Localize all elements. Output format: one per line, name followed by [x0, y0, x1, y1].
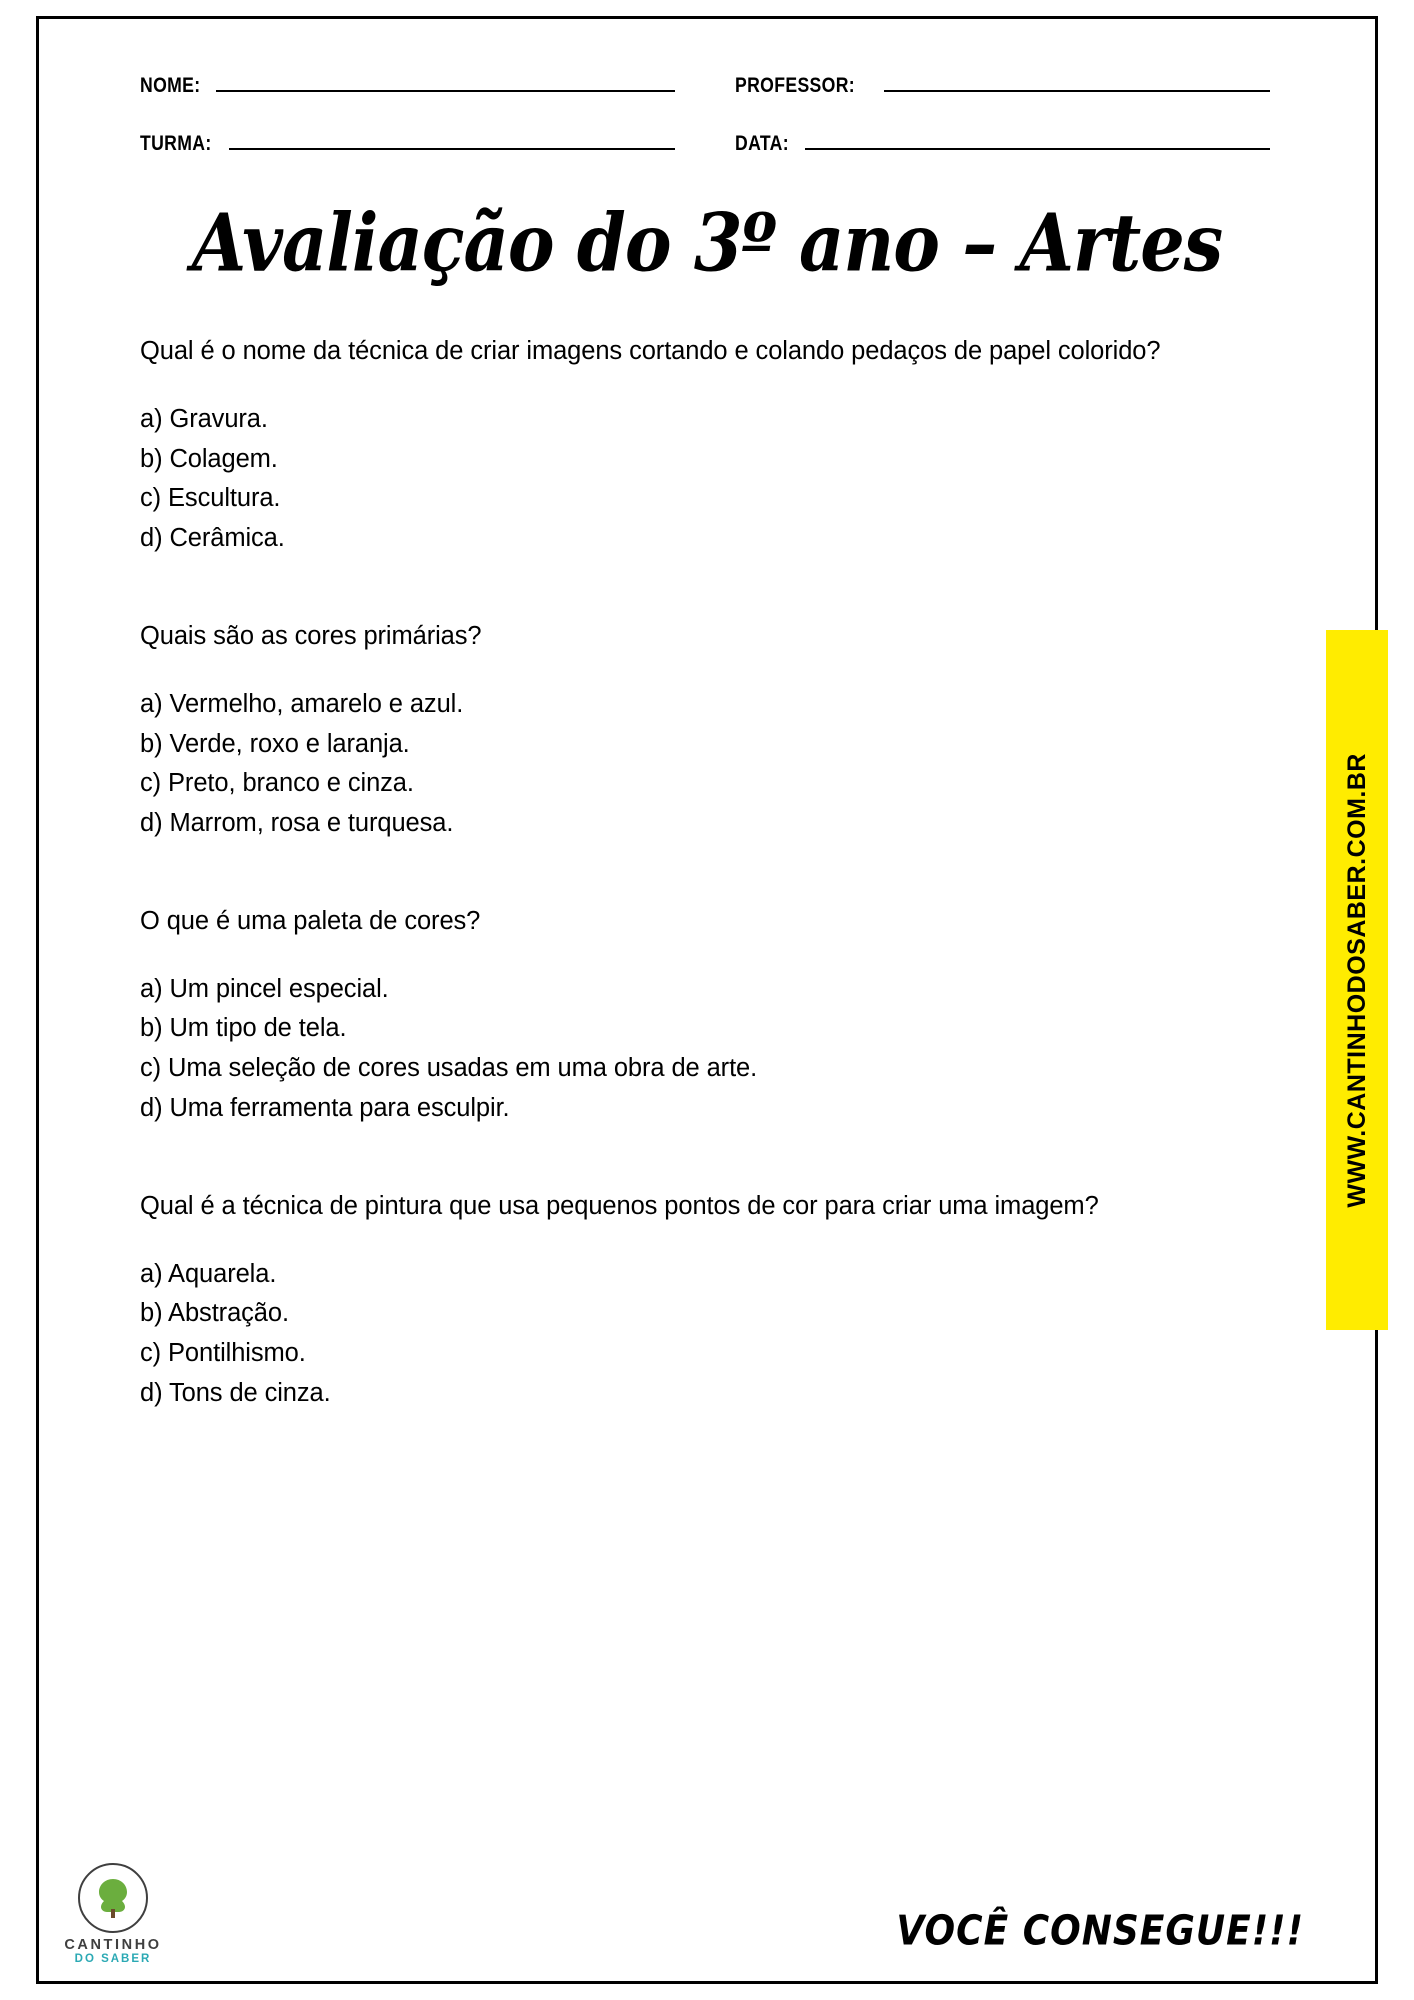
student-info-header: [140, 66, 1270, 182]
turma-field[interactable]: [140, 124, 675, 156]
data-input-line[interactable]: [805, 124, 1270, 150]
logo-subtitle: DO SABER: [74, 1953, 152, 1966]
site-logo[interactable]: [18, 1856, 208, 1974]
question-prompt: O que é uma paleta de cores?: [140, 906, 481, 935]
option-a[interactable]: a) Vermelho, amarelo e azul.: [140, 689, 464, 718]
website-url-text: WWW.CANTINHODOSABER.COM.BR: [1342, 752, 1371, 1208]
motivation-text: VOCÊ CONSEGUE!!!: [896, 1907, 1304, 1956]
header-row-2: [140, 124, 1270, 156]
option-c[interactable]: c) Preto, branco e cinza.: [140, 769, 414, 798]
options-list: [140, 1255, 1280, 1414]
logo-name: CANTINHO: [64, 1936, 162, 1953]
question-prompt: Qual é a técnica de pintura que usa pequenos pontos de cor para criar uma imagem?: [140, 1191, 1099, 1220]
page-title: Avaliação do 3º ano – Artes: [191, 195, 1223, 290]
question-prompt: Qual é o nome da técnica de criar imagens cortando e colando pedaços de papel colorido?: [140, 337, 1161, 365]
question-prompt: Quais são as cores primárias?: [140, 621, 482, 650]
option-b[interactable]: b) Verde, roxo e laranja.: [140, 729, 410, 758]
nome-label: NOME:: [140, 74, 201, 97]
website-banner[interactable]: [1326, 630, 1388, 1330]
option-c[interactable]: c) Uma seleção de cores usadas em uma obra de arte.: [140, 1054, 758, 1083]
question-block-4: [140, 1185, 1280, 1414]
option-a[interactable]: a) Gravura.: [140, 404, 268, 433]
header-row-1: [140, 66, 1270, 98]
question-block-2: [140, 615, 1280, 844]
options-list: [140, 685, 1280, 844]
option-b[interactable]: b) Abstração.: [140, 1299, 289, 1328]
option-c[interactable]: c) Pontilhismo.: [140, 1339, 306, 1368]
question-block-1: [140, 330, 1280, 559]
option-b[interactable]: b) Colagem.: [140, 444, 278, 473]
option-d[interactable]: d) Uma ferramenta para esculpir.: [140, 1094, 510, 1122]
professor-input-line[interactable]: [884, 66, 1270, 92]
option-d[interactable]: d) Marrom, rosa e turquesa.: [140, 809, 454, 838]
options-list: [140, 400, 1280, 559]
option-a[interactable]: a) Aquarela.: [140, 1259, 277, 1288]
nome-input-line[interactable]: [216, 66, 675, 92]
data-label: DATA:: [735, 132, 789, 155]
question-block-3: [140, 900, 1280, 1129]
options-list: [140, 970, 1280, 1129]
nome-field[interactable]: [140, 66, 675, 98]
tree-icon: [93, 1876, 133, 1920]
data-field[interactable]: [735, 124, 1270, 156]
option-c[interactable]: c) Escultura.: [140, 484, 281, 513]
option-d[interactable]: d) Cerâmica.: [140, 524, 285, 553]
option-a[interactable]: a) Um pincel especial.: [140, 974, 389, 1003]
turma-label: TURMA:: [140, 132, 212, 155]
questions-container: [140, 330, 1280, 1414]
professor-label: PROFESSOR:: [735, 74, 856, 97]
professor-field[interactable]: [735, 66, 1270, 98]
option-d[interactable]: d) Tons de cinza.: [140, 1378, 331, 1407]
option-b[interactable]: b) Um tipo de tela.: [140, 1014, 347, 1043]
logo-circle: [78, 1863, 148, 1933]
turma-input-line[interactable]: [229, 124, 675, 150]
